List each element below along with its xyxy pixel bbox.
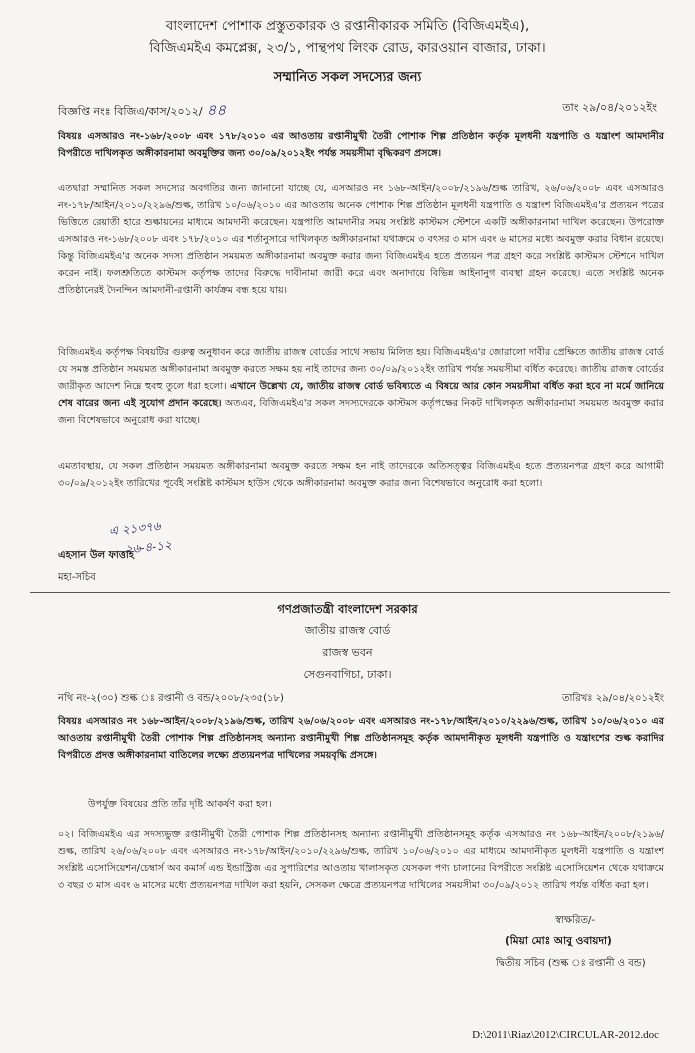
signer-2-name: (মিয়া মোঃ আবু ওবায়দা): [505, 935, 612, 947]
signer-1-name: এহসান উল ফাত্তাহ: [58, 550, 135, 561]
subject-1: [58, 128, 664, 162]
subject-2-text: এসআরও নং ১৬৮-আইন/২০০৮/২১৯৬/শুল্ক, তারিখ ২৬/০৬/২০০৮ এবং এসআরও নং-১৭৮/আইন/২০১০/২২৯৬/শুল্ক, তারিখ ১০/০৬/২০১০ এর আওতায় রপ্তানীমুখী তৈরী পোশাক শিল্প প্রতিষ্ঠানসহ অন্যান্য রপ্তানীমুখী শিল্প প্রতিষ্ঠানসমূহ কর্তৃক আমদানীকৃত মূলধনী যন্ত্রপাতি ও যন্ত্রাংশের শুল্ক করাদির বিপরীতে প্রদত্ত অঙ্গীকারনামা বাতিলের লক্ষ্যে প্রত্যয়নপত্র দাখিলের সময়বৃদ্ধি প্রসঙ্গে।: [58, 716, 664, 761]
subject-2-label: বিষয়ঃ: [58, 716, 83, 727]
paragraph-1: এতদ্বারা সম্মানিত সকল সদস্যের অবগতির জন্য জানানো যাচ্ছে যে, এসআরও নং ১৬৮-আইন/২০০৮/২১৯৬/শুল্ক তারিখ, ২৬/০৬/২০০৮ এবং এসআরও নং-১৭৮/আইন/২০১০/২২৯৬/শুল্ক, তারিখ ১০/০৬/২০১০ এর আওতায় অনেক পোশাক শিল্প প্রতিষ্ঠান মূলধনী যন্ত্রপাতি ও যন্ত্রাংশ বিজিএমইএ'র প্রত্যয়ন পত্রের ভিত্তিতে রেয়াতী হারে শুল্কায়নের মাধ্যমে আমদানী করেছেন। যন্ত্রপাতি আমদানীর সময় সংশ্লিষ্ট কাস্টমস স্টেশনে একটি অঙ্গীকারনামা দাখিল করেছেন। উপরোক্ত এসআরও নং-১৬৮/২০০৮ এবং ১৭৮/২০১০ এর শর্তানুসারে দাখিলকৃত অঙ্গীকারনামা যথাক্রমে ৩ বৎসর ৩ মাস এবং ৬ মাসের মধ্যে অবমুক্ত করার বিধান রয়েছে। কিন্তু বিজিএমইএ'র অনেক সদস্য প্রতিষ্ঠান সময়মত অঙ্গীকারনামা অবমুক্ত করার জন্য বিজিএমইএ হতে প্রত্যয়ন পত্র গ্রহণ করে সংশ্লিষ্ট কাস্টমস স্টেশনে দাখিল করেন নাই। ফলশ্রুতিতে কাস্টমস কর্তৃপক্ষ তাদের বিরুদ্ধে দাবীনামা জারী করে এবং অনাদায়ে বিভিন্ন আইনানুগ ব্যবস্থা গ্রহন করেছে। এতে সংশ্লিষ্ট অনেক প্রতিষ্ঠানেরই দৈনন্দিন আমদানী-রপ্তানী কার্যক্রম বন্ধ হয়ে যায়।: [58, 183, 664, 296]
signed-mark: স্বাক্ষরিত/-: [555, 915, 595, 926]
notice-date: তাং ২৯/০৪/২০১২ইং: [562, 101, 657, 114]
handwritten-number: ৪৪: [206, 101, 227, 119]
reference-row: [0, 99, 695, 119]
subject-2: [58, 713, 664, 764]
paragraph-2: বিজিএমইএ কর্তৃপক্ষ বিষয়টির গুরুত্ব অনুধাবন করে জাতীয় রাজস্ব বোর্ডের সাথে সভায় মিলিত হয়। বিজিএমইএ'র জোরালো দাবীর প্রেক্ষিতে জাতীয় রাজস্ব বোর্ড যে সমস্ত প্রতিষ্ঠান সময়মত অঙ্গীকারনামা অবমুক্ত করতে সক্ষম হয় নাই তাদের জন্য ৩০/০৯/২০১২ইং তারিখ পর্যন্ত সময়সীমা বর্ধিত করেছে। জাতীয় রাজস্ব বোর্ডের জারীকৃত আদেশ নিম্নে হুবহু তুলে ধরা হলো। এখানে উল্লেখ্য যে, জাতীয় রাজস্ব বোর্ড ভবিষ্যতে এ বিষয়ে আর কোন সময়সীমা বর্ধিত করা হবে না মর্মে জানিয়ে শেষ বারের জন্য এই সুযোগ প্রদান করেছে। অতএব, বিজিএমইএ'র সকল সদস্যদেরকে কাস্টমস কর্তৃপক্ষের নিকট দাখিলকৃত অঙ্গীকারনামা সময়মত অবমুক্ত করার জন্য বিশেষভাবে অনুরোধ করা যাচ্ছে।: [58, 347, 664, 426]
file-path-footer: D:\2011\Riaz\2012\CIRCULAR-2012.doc: [472, 1029, 659, 1041]
gov-letterhead: [0, 598, 695, 686]
board-name: জাতীয় রাজস্ব বোর্ড: [304, 624, 391, 637]
gov-address: সেগুনবাগিচা, ঢাকা।: [303, 668, 392, 681]
audience-heading: সম্মানিত সকল সদস্যের জন্য: [273, 70, 422, 85]
reference-number: বিজ্ঞপ্তি নংঃ বিজিএ/কাস/২০১২/ ৪৪: [58, 101, 227, 119]
paragraph-3: এমতাবস্থায়, যে সকল প্রতিষ্ঠান সময়মত অঙ্গীকারনামা অবমুক্ত করতে সক্ষম হন নাই তাদেরকে অতিসত্ত্বর বিজিএমইএ হতে প্রত্যয়নপত্র গ্রহণ করে আগামী ৩০/০৯/২০১২ইং তারিখের পূর্বেই সংশ্লিষ্ট কাস্টমস হাউস থেকে অঙ্গীকারনামা অবমুক্ত করার জন্য বিশেষভাবে অনুরোধ করা হলো।: [58, 461, 664, 489]
file-number: নথি নং-২(৩০) শুল্ক ঃ রপ্তানী ও বন্ড/২০০৮/২৩৫(১৮): [58, 693, 284, 704]
building-name: রাজস্ব ভবন: [322, 646, 373, 659]
subject-label: বিষয়ঃ: [58, 131, 83, 142]
paragraph-5: ০২। বিজিএমইএ এর সদস্যভুক্ত রপ্তানীমুখী তৈরী পোশাক শিল্প প্রতিষ্ঠানসহ অন্যান্য রপ্তানীমুখী প্রতিষ্ঠানসমূহ কর্তৃক এসআরও নং ১৬৮-আইন/২০০৮/২১৯৬/শুল্ক, তারিখ ২৬/০৬/২০০৮ এবং এসআরও নং-১৭৮/আইন/২০১০/২২৯৬/শুল্ক, তারিখ ১০/০৬/২০১০ এর মাধ্যমে আমদানীকৃত মূলধনী যন্ত্রপাতি ও যন্ত্রাংশ সংশ্লিষ্ট এসোসিয়েশন/চেম্বার্স অব কমার্স এন্ড ইন্ডাস্ট্রিজ এর সুপারিশের আওতায় খালাসকৃত যেসকল পণ্য চালানের বিপরীতে সংশ্লিষ্ট এসোসিয়েশন থেকে যথাক্রমে ৩ বছর ৩ মাস এবং ৬ মাসের মধ্যে প্রত্যয়নপত্র দাখিল করা হয়নি, সেসকল ক্ষেত্রে প্রত্যয়নপত্র দাখিলের সময়সীমা ৩০/০৯/২০১২ তারিখ পর্যন্ত বর্ধিত করা হল।: [58, 829, 664, 891]
signer-1-title: মহা-সচিব: [58, 572, 96, 583]
org-address: বিজিএমইএ কমপ্লেক্স, ২৩/১, পান্থপথ লিংক রোড, কারওয়ান বাজার, ঢাকা।: [149, 40, 546, 56]
order-date: তারিখঃ ২৯/০৪/২০১২ইং: [561, 693, 664, 704]
reference-row-2: [58, 691, 664, 708]
paragraph-4: উপর্যুক্ত বিষয়ের প্রতি তাঁর দৃষ্টি আকর্ষণ করা হল।: [88, 799, 272, 810]
letterhead: [0, 15, 695, 89]
subject-text: এসআরও নং-১৬৮/২০০৮ এবং ১৭৮/২০১০ এর আওতায় রপ্তানীমুখী তৈরী পোশাক শিল্প প্রতিষ্ঠান কর্তৃক মূলধনী যন্ত্রপাতি ও যন্ত্রাংশ আমদানীর বিপরীতে দাখিলকৃত অঙ্গীকারনামা অবমুক্তির জন্য ৩০/০৯/২০১২ইং পর্যন্ত সময়সীমা বৃদ্ধিকরণ প্রসঙ্গে।: [58, 131, 664, 159]
emphasis-text: এখানে উল্লেখ্য যে, জাতীয় রাজস্ব বোর্ড ভবিষ্যতে এ বিষয়ে আর কোন সময়সীমা বর্ধিত করা হবে না মর্মে জানিয়ে শেষ বারের জন্য এই সুযোগ প্রদান করেছে।: [58, 381, 664, 409]
gov-name: গণপ্রজাতন্ত্রী বাংলাদেশ সরকার: [277, 602, 418, 616]
handwritten-note: এ ২১৩৭৬ ২৬-৪-১২: [108, 518, 173, 557]
signer-2-title: দ্বিতীয় সচিব (শুল্ক ঃ রপ্তানী ও বন্ড): [496, 958, 646, 969]
divider: [30, 592, 670, 593]
org-name: বাংলাদেশ পোশাক প্রস্তুতকারক ও রপ্তানীকারক সমিতি (বিজিএমইএ),: [165, 18, 530, 34]
